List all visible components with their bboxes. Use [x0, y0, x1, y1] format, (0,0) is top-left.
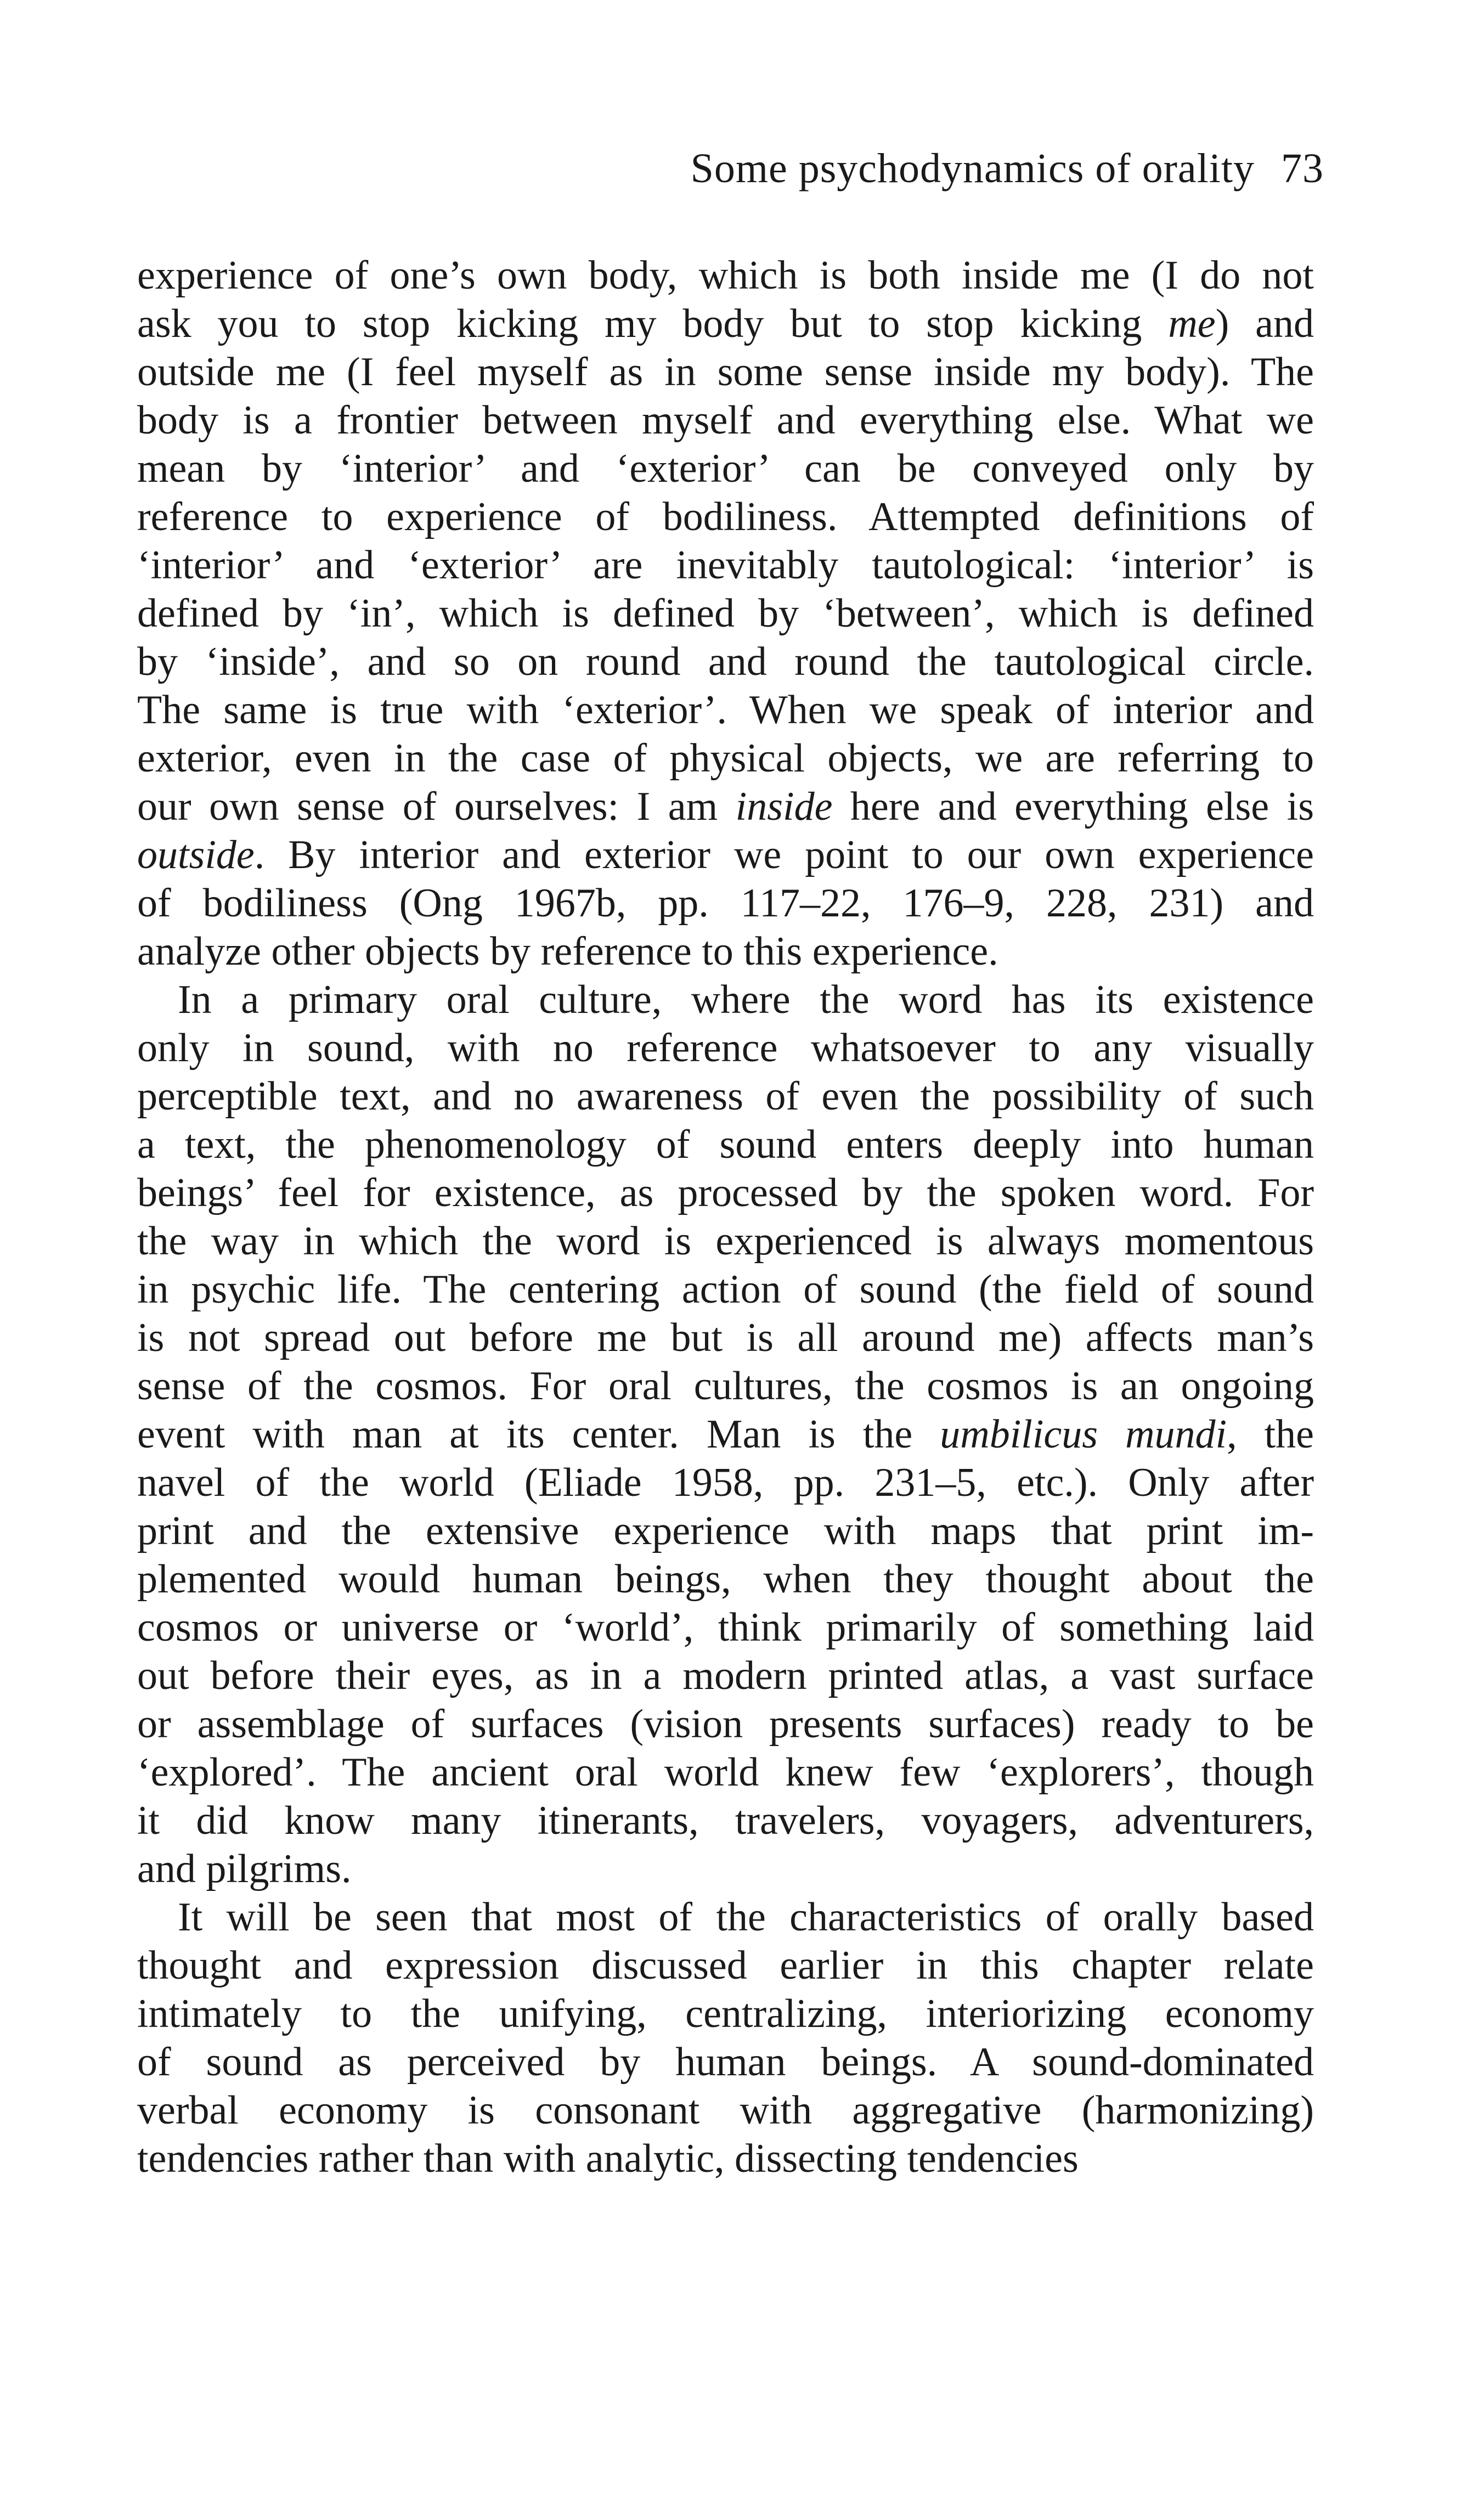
text-line: of sound as perceived by human beings. A sound-dominated	[137, 2040, 1314, 2085]
text-line: defined by ‘in’, which is defined by ‘between’, which is defined	[137, 591, 1314, 636]
paragraph	[137, 1893, 1314, 2183]
text-line: analyze other objects by reference to this experience.	[137, 929, 998, 974]
text-line: outside. By interior and exterior we point to our own experience	[137, 832, 1314, 877]
text-line: ‘explored’. The ancient oral world knew few ‘explorers’, though	[137, 1750, 1314, 1795]
text-line: out before their eyes, as in a modern printed atlas, a vast surface	[137, 1653, 1314, 1698]
text-line: thought and expression discussed earlier in this chapter relate	[137, 1943, 1314, 1988]
text-line: print and the extensive experience with maps that print im-	[137, 1508, 1314, 1553]
running-head-title: Some psychodynamics of orality	[690, 145, 1255, 192]
running-head	[691, 144, 1324, 193]
text-line: a text, the phenomenology of sound enters deeply into human	[137, 1122, 1314, 1167]
text-line: it did know many itinerants, travelers, voyagers, adventurers,	[137, 1798, 1314, 1843]
text-line: ‘interior’ and ‘exterior’ are inevitably tautological: ‘interior’ is	[137, 543, 1314, 588]
body-text	[137, 251, 1314, 2183]
text-line: by ‘inside’, and so on round and round the tautological circle.	[137, 639, 1314, 684]
text-line: mean by ‘interior’ and ‘exterior’ can be conveyed only by	[137, 446, 1314, 491]
text-line: our own sense of ourselves: I am inside here and everything else is	[137, 784, 1314, 829]
text-line: reference to experience of bodiliness. Attempted definitions of	[137, 494, 1314, 539]
text-line: intimately to the unifying, centralizing, interiorizing economy	[137, 1991, 1314, 2036]
text-line: plemented would human beings, when they thought about the	[137, 1557, 1314, 1602]
text-line: navel of the world (Eliade 1958, pp. 231–5, etc.). Only after	[137, 1460, 1314, 1505]
text-line: exterior, even in the case of physical objects, we are referring to	[137, 736, 1314, 781]
text-line: The same is true with ‘exterior’. When we speak of interior and	[137, 688, 1314, 733]
text-line: sense of the cosmos. For oral cultures, the cosmos is an ongoing	[137, 1364, 1314, 1409]
text-line: and pilgrims.	[137, 1846, 352, 1891]
text-line: cosmos or universe or ‘world’, think primarily of something laid	[137, 1605, 1314, 1650]
text-line: is not spread out before me but is all around me) affects man’s	[137, 1315, 1314, 1360]
page-number: 73	[1281, 145, 1324, 192]
text-line: only in sound, with no reference whatsoever to any visually	[137, 1026, 1314, 1071]
text-line: In a primary oral culture, where the word has its existence	[178, 977, 1314, 1022]
text-line: ask you to stop kicking my body but to stop kicking me) and	[137, 301, 1314, 346]
text-line: perceptible text, and no awareness of even the possibility of such	[137, 1074, 1314, 1119]
text-line: tendencies rather than with analytic, dissecting tendencies	[137, 2136, 1079, 2181]
paragraph	[137, 251, 1314, 976]
text-line: beings’ feel for existence, as processed by the spoken word. For	[137, 1170, 1314, 1215]
text-line: It will be seen that most of the characteristics of orally based	[178, 1895, 1314, 1940]
text-line: or assemblage of surfaces (vision presents surfaces) ready to be	[137, 1702, 1314, 1747]
paragraph	[137, 976, 1314, 1893]
text-line: event with man at its center. Man is the umbilicus mundi, the	[137, 1412, 1314, 1457]
text-line: in psychic life. The centering action of sound (the field of sound	[137, 1267, 1314, 1312]
text-line: body is a frontier between myself and everything else. What we	[137, 398, 1314, 443]
text-line: verbal economy is consonant with aggregative (harmonizing)	[137, 2088, 1314, 2133]
text-line: outside me (I feel myself as in some sense inside my body). The	[137, 350, 1314, 395]
text-line: experience of one’s own body, which is both inside me (I do not	[137, 253, 1314, 298]
text-line: the way in which the word is experienced is always momentous	[137, 1219, 1314, 1264]
text-line: of bodiliness (Ong 1967b, pp. 117–22, 176–9, 228, 231) and	[137, 881, 1314, 926]
